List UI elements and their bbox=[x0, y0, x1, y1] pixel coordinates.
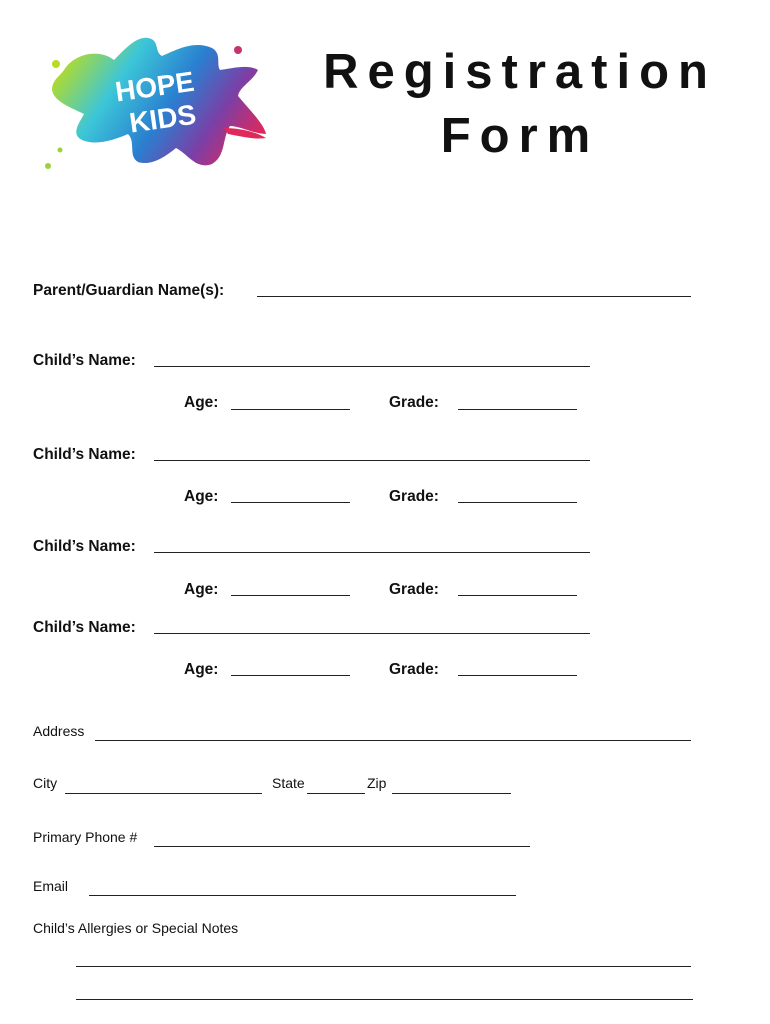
state-label: State bbox=[272, 775, 305, 791]
address-field[interactable] bbox=[95, 740, 691, 741]
child-name-label: Child’s Name: bbox=[33, 538, 136, 555]
child-name-label: Child’s Name: bbox=[33, 446, 136, 463]
state-field[interactable] bbox=[307, 793, 365, 794]
child-name-field[interactable] bbox=[154, 460, 590, 461]
grade-field[interactable] bbox=[458, 502, 577, 503]
child-name-field[interactable] bbox=[154, 552, 590, 553]
primary-phone-label: Primary Phone # bbox=[33, 829, 138, 845]
allergies-notes-line-2[interactable] bbox=[76, 999, 693, 1000]
age-label: Age: bbox=[184, 661, 219, 678]
grade-label: Grade: bbox=[389, 488, 439, 505]
hope-kids-logo bbox=[44, 30, 276, 175]
logo-text-kids: KIDS bbox=[127, 98, 198, 139]
child-name-label: Child’s Name: bbox=[33, 352, 136, 369]
grade-field[interactable] bbox=[458, 595, 577, 596]
parent-guardian-label: Parent/Guardian Name(s): bbox=[33, 282, 225, 299]
city-field[interactable] bbox=[65, 793, 262, 794]
age-label: Age: bbox=[184, 488, 219, 505]
logo-text-hope: HOPE bbox=[113, 65, 197, 108]
zip-label: Zip bbox=[367, 775, 387, 791]
age-label: Age: bbox=[184, 394, 219, 411]
child-name-label: Child’s Name: bbox=[33, 619, 136, 636]
age-field[interactable] bbox=[231, 502, 350, 503]
grade-label: Grade: bbox=[389, 661, 439, 678]
age-field[interactable] bbox=[231, 675, 350, 676]
allergies-notes-label: Child’s Allergies or Special Notes bbox=[33, 920, 239, 936]
child-name-field[interactable] bbox=[154, 366, 590, 367]
grade-label: Grade: bbox=[389, 581, 439, 598]
grade-field[interactable] bbox=[458, 675, 577, 676]
grade-label: Grade: bbox=[389, 394, 439, 411]
age-field[interactable] bbox=[231, 595, 350, 596]
address-label: Address bbox=[33, 723, 85, 739]
city-label: City bbox=[33, 775, 58, 791]
allergies-notes-line-1[interactable] bbox=[76, 966, 691, 967]
grade-field[interactable] bbox=[458, 409, 577, 410]
age-field[interactable] bbox=[231, 409, 350, 410]
primary-phone-field[interactable] bbox=[154, 846, 530, 847]
zip-field[interactable] bbox=[392, 793, 511, 794]
age-label: Age: bbox=[184, 581, 219, 598]
parent-guardian-field[interactable] bbox=[257, 296, 691, 297]
email-field[interactable] bbox=[89, 895, 516, 896]
child-name-field[interactable] bbox=[154, 633, 590, 634]
email-label: Email bbox=[33, 878, 69, 894]
page-title-line2: Form bbox=[440, 109, 600, 163]
page-title-line1: Registration bbox=[323, 45, 717, 99]
